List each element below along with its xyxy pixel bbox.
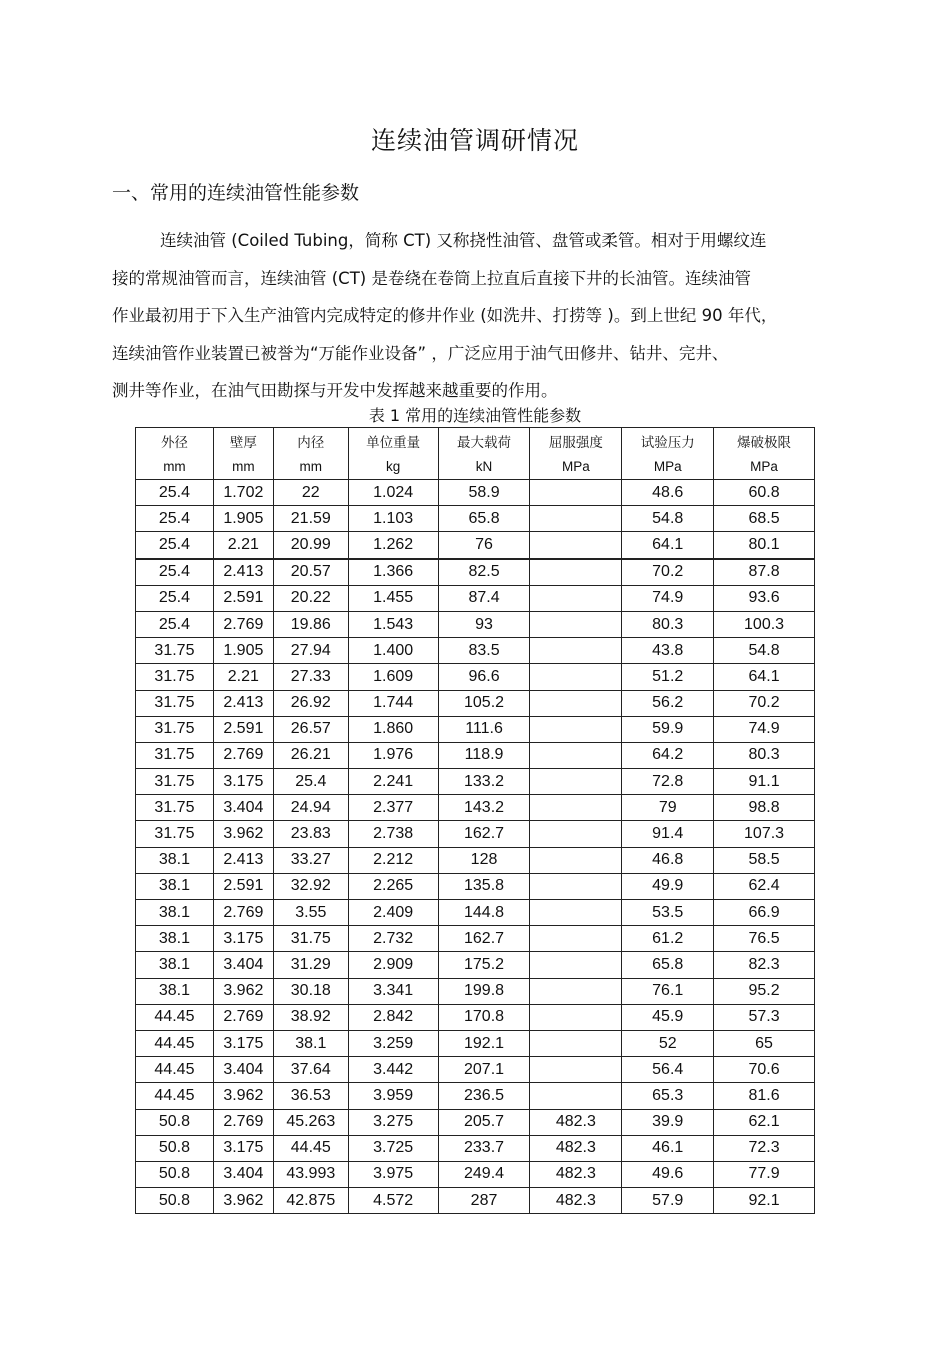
table-cell (530, 1030, 622, 1056)
table-cell: 91.4 (622, 821, 714, 847)
column-unit: MPa (530, 453, 622, 480)
table-cell: 45.9 (622, 1004, 714, 1030)
table-row (136, 506, 815, 532)
table-cell (530, 821, 622, 847)
table-cell: 38.1 (136, 978, 214, 1004)
table-cell: 20.57 (273, 559, 348, 586)
table-cell: 3.175 (213, 926, 273, 952)
table-cell: 2.769 (213, 900, 273, 926)
table-cell: 1.976 (348, 742, 438, 768)
table-cell (530, 664, 622, 690)
column-header: 内径 (273, 428, 348, 454)
table-cell: 57.3 (714, 1004, 815, 1030)
table-cell: 26.57 (273, 716, 348, 742)
document-title: 连续油管调研情况 (370, 126, 579, 155)
table-cell: 83.5 (438, 638, 530, 664)
table-cell: 98.8 (714, 795, 815, 821)
table-cell: 43.8 (622, 638, 714, 664)
table-row (136, 1030, 815, 1056)
table-cell: 32.92 (273, 873, 348, 899)
table-cell: 44.45 (136, 1030, 214, 1056)
table-cell: 1.024 (348, 480, 438, 506)
table-cell: 44.45 (136, 1083, 214, 1109)
table-cell: 72.8 (622, 769, 714, 795)
table-cell: 162.7 (438, 821, 530, 847)
table-cell: 2.21 (213, 664, 273, 690)
table-cell: 31.75 (136, 742, 214, 768)
table-cell: 2.591 (213, 873, 273, 899)
table-cell: 31.75 (136, 690, 214, 716)
column-header: 最大载荷 (438, 428, 530, 454)
table-cell: 236.5 (438, 1083, 530, 1109)
column-header: 壁厚 (213, 428, 273, 454)
table-cell: 64.2 (622, 742, 714, 768)
table-cell: 46.8 (622, 847, 714, 873)
table-cell: 48.6 (622, 480, 714, 506)
column-header: 试验压力 (622, 428, 714, 454)
table-cell: 25.4 (136, 532, 214, 559)
table-cell: 2.769 (213, 742, 273, 768)
table-cell: 92.1 (714, 1188, 815, 1214)
table-cell: 2.265 (348, 873, 438, 899)
table-cell: 31.75 (136, 795, 214, 821)
table-cell (530, 742, 622, 768)
table-caption: 表 1 常用的连续油管性能参数 (368, 406, 582, 425)
table-row (136, 1135, 815, 1161)
intro-paragraph (112, 222, 838, 410)
column-unit: MPa (714, 453, 815, 480)
table-cell: 3.259 (348, 1030, 438, 1056)
table-cell: 105.2 (438, 690, 530, 716)
table-cell: 2.591 (213, 585, 273, 611)
table-cell: 44.45 (273, 1135, 348, 1161)
table-cell: 58.5 (714, 847, 815, 873)
table-cell: 2.413 (213, 847, 273, 873)
table-cell (530, 559, 622, 586)
table-cell: 80.3 (714, 742, 815, 768)
table-cell: 68.5 (714, 506, 815, 532)
table-cell: 3.404 (213, 952, 273, 978)
table-cell: 91.1 (714, 769, 815, 795)
table-cell: 3.725 (348, 1135, 438, 1161)
table-row (136, 952, 815, 978)
table-cell: 2.21 (213, 532, 273, 559)
table-cell: 30.18 (273, 978, 348, 1004)
table-cell: 93 (438, 611, 530, 637)
table-cell: 64.1 (714, 664, 815, 690)
table-cell (530, 769, 622, 795)
table-cell: 38.1 (273, 1030, 348, 1056)
table-cell: 482.3 (530, 1135, 622, 1161)
table-cell: 36.53 (273, 1083, 348, 1109)
table-cell: 1.543 (348, 611, 438, 637)
table-row (136, 1004, 815, 1030)
table-cell: 25.4 (136, 611, 214, 637)
table-cell: 2.413 (213, 690, 273, 716)
table-cell: 81.6 (714, 1083, 815, 1109)
table-row (136, 611, 815, 637)
table-cell: 27.94 (273, 638, 348, 664)
table-cell: 38.1 (136, 873, 214, 899)
table-cell: 2.591 (213, 716, 273, 742)
table-cell: 1.455 (348, 585, 438, 611)
table-cell: 70.2 (714, 690, 815, 716)
table-cell: 205.7 (438, 1109, 530, 1135)
table-cell: 42.875 (273, 1188, 348, 1214)
table-cell: 2.769 (213, 611, 273, 637)
table-cell: 143.2 (438, 795, 530, 821)
table-row (136, 559, 815, 586)
table-cell: 87.8 (714, 559, 815, 586)
column-unit: mm (136, 453, 214, 480)
table-cell: 3.341 (348, 978, 438, 1004)
table-cell: 54.8 (622, 506, 714, 532)
table-cell: 43.993 (273, 1161, 348, 1187)
table-row (136, 532, 815, 559)
table-cell: 57.9 (622, 1188, 714, 1214)
table-cell: 62.1 (714, 1109, 815, 1135)
table-cell: 100.3 (714, 611, 815, 637)
table-row (136, 1083, 815, 1109)
column-header: 爆破极限 (714, 428, 815, 454)
table-cell: 27.33 (273, 664, 348, 690)
table-cell: 1.905 (213, 638, 273, 664)
table-cell: 53.5 (622, 900, 714, 926)
table-cell: 170.8 (438, 1004, 530, 1030)
table-cell: 50.8 (136, 1135, 214, 1161)
table-cell: 58.9 (438, 480, 530, 506)
table-cell: 70.2 (622, 559, 714, 586)
table-cell: 31.75 (273, 926, 348, 952)
table-cell: 25.4 (136, 480, 214, 506)
table-cell: 2.842 (348, 1004, 438, 1030)
table-cell: 50.8 (136, 1109, 214, 1135)
table-cell: 118.9 (438, 742, 530, 768)
table-cell: 54.8 (714, 638, 815, 664)
table-cell: 50.8 (136, 1161, 214, 1187)
table-row (136, 664, 815, 690)
table-cell: 50.8 (136, 1188, 214, 1214)
table-cell: 2.769 (213, 1004, 273, 1030)
column-header: 单位重量 (348, 428, 438, 454)
column-header: 外径 (136, 428, 214, 454)
table-cell: 144.8 (438, 900, 530, 926)
column-unit: MPa (622, 453, 714, 480)
table-row (136, 873, 815, 899)
table-cell: 1.702 (213, 480, 273, 506)
table-cell: 2.732 (348, 926, 438, 952)
table-cell: 3.404 (213, 1057, 273, 1083)
table-cell: 31.75 (136, 769, 214, 795)
table-cell: 38.1 (136, 847, 214, 873)
table-cell: 207.1 (438, 1057, 530, 1083)
table-cell (530, 532, 622, 559)
table-cell: 25.4 (136, 585, 214, 611)
table-cell: 96.6 (438, 664, 530, 690)
table-cell: 44.45 (136, 1057, 214, 1083)
table-cell (530, 611, 622, 637)
column-unit: mm (273, 453, 348, 480)
table-cell: 31.75 (136, 821, 214, 847)
table-cell: 23.83 (273, 821, 348, 847)
table-cell: 482.3 (530, 1161, 622, 1187)
paragraph-line: 连续油管 (Coiled Tubing，简称 CT) 又称挠性油管、盘管或柔管。相对于用螺纹连 (160, 231, 767, 250)
table-cell: 2.377 (348, 795, 438, 821)
table-cell: 3.975 (348, 1161, 438, 1187)
table-cell: 72.3 (714, 1135, 815, 1161)
table-cell: 287 (438, 1188, 530, 1214)
table-cell: 3.175 (213, 1030, 273, 1056)
table-cell: 1.905 (213, 506, 273, 532)
table-cell: 25.4 (136, 506, 214, 532)
table-cell: 482.3 (530, 1109, 622, 1135)
table-cell: 2.212 (348, 847, 438, 873)
table-cell: 2.241 (348, 769, 438, 795)
table-cell: 66.9 (714, 900, 815, 926)
table-cell (530, 1004, 622, 1030)
table-row (136, 1109, 815, 1135)
table-row (136, 1057, 815, 1083)
table-cell: 80.3 (622, 611, 714, 637)
table-cell: 3.962 (213, 1188, 273, 1214)
table-row (136, 978, 815, 1004)
table-cell (530, 900, 622, 926)
table-cell: 61.2 (622, 926, 714, 952)
table-cell: 49.6 (622, 1161, 714, 1187)
paragraph-line: 测井等作业，在油气田勘探与开发中发挥越来越重要的作用。 (112, 381, 558, 400)
table-cell: 77.9 (714, 1161, 815, 1187)
table-cell: 2.738 (348, 821, 438, 847)
table-row (136, 638, 815, 664)
table-cell: 19.86 (273, 611, 348, 637)
table-cell: 3.442 (348, 1057, 438, 1083)
table-cell: 3.962 (213, 1083, 273, 1109)
table-cell: 65.3 (622, 1083, 714, 1109)
table-cell: 25.4 (136, 559, 214, 586)
table-cell: 3.962 (213, 978, 273, 1004)
table-cell: 82.3 (714, 952, 815, 978)
table-cell: 38.1 (136, 952, 214, 978)
table-cell (530, 1083, 622, 1109)
table-cell: 3.55 (273, 900, 348, 926)
table-cell: 482.3 (530, 1188, 622, 1214)
table-cell: 25.4 (273, 769, 348, 795)
tubing-parameters-table (135, 427, 815, 1214)
table-cell: 3.404 (213, 795, 273, 821)
table-cell (530, 847, 622, 873)
table-cell: 44.45 (136, 1004, 214, 1030)
table-cell: 21.59 (273, 506, 348, 532)
table-cell: 4.572 (348, 1188, 438, 1214)
table-row (136, 769, 815, 795)
table-cell: 79 (622, 795, 714, 821)
table-cell: 249.4 (438, 1161, 530, 1187)
table-cell (530, 795, 622, 821)
table-cell (530, 690, 622, 716)
table-cell: 38.1 (136, 926, 214, 952)
table-cell: 76.1 (622, 978, 714, 1004)
table-cell (530, 926, 622, 952)
table-cell: 1.744 (348, 690, 438, 716)
table-cell: 1.262 (348, 532, 438, 559)
table-cell: 26.92 (273, 690, 348, 716)
table-cell (530, 952, 622, 978)
table-cell (530, 480, 622, 506)
table-cell: 31.75 (136, 638, 214, 664)
paragraph-line: 作业最初用于下入生产油管内完成特定的修井作业 (如洗井、打捞等 )。到上世纪 90 年代， (112, 306, 778, 325)
table-cell: 65.8 (622, 952, 714, 978)
table-cell: 24.94 (273, 795, 348, 821)
table-cell: 192.1 (438, 1030, 530, 1056)
table-row (136, 690, 815, 716)
table-cell (530, 638, 622, 664)
paragraph-line: 连续油管作业装置已被誉为“万能作业设备” ，广泛应用于油气田修井、钻井、完井、 (112, 343, 729, 363)
table-cell: 233.7 (438, 1135, 530, 1161)
table-cell: 59.9 (622, 716, 714, 742)
table-cell: 31.75 (136, 716, 214, 742)
table-cell (530, 716, 622, 742)
table-cell (530, 978, 622, 1004)
table-cell: 1.860 (348, 716, 438, 742)
table-cell: 74.9 (622, 585, 714, 611)
table-row (136, 480, 815, 506)
table-cell: 2.413 (213, 559, 273, 586)
column-unit: mm (213, 453, 273, 480)
table-cell (530, 1057, 622, 1083)
table-cell: 1.103 (348, 506, 438, 532)
column-unit: kN (438, 453, 530, 480)
table-cell: 2.909 (348, 952, 438, 978)
table-cell: 31.75 (136, 664, 214, 690)
table-cell: 162.7 (438, 926, 530, 952)
table-cell: 111.6 (438, 716, 530, 742)
table-cell: 1.366 (348, 559, 438, 586)
table-cell: 38.1 (136, 900, 214, 926)
table-cell (530, 873, 622, 899)
table-cell: 3.962 (213, 821, 273, 847)
table-cell: 51.2 (622, 664, 714, 690)
table-cell: 133.2 (438, 769, 530, 795)
table-cell: 3.175 (213, 1135, 273, 1161)
table-cell: 39.9 (622, 1109, 714, 1135)
table-row (136, 716, 815, 742)
table-body (136, 480, 815, 1214)
table-cell: 3.959 (348, 1083, 438, 1109)
table-cell: 38.92 (273, 1004, 348, 1030)
table-cell: 37.64 (273, 1057, 348, 1083)
table-cell: 74.9 (714, 716, 815, 742)
table-cell: 76.5 (714, 926, 815, 952)
table-cell: 46.1 (622, 1135, 714, 1161)
table-cell: 49.9 (622, 873, 714, 899)
table-cell: 107.3 (714, 821, 815, 847)
table-cell: 93.6 (714, 585, 815, 611)
table-cell: 87.4 (438, 585, 530, 611)
table-cell: 20.22 (273, 585, 348, 611)
table-cell: 62.4 (714, 873, 815, 899)
table-cell: 199.8 (438, 978, 530, 1004)
table-cell: 56.4 (622, 1057, 714, 1083)
column-header: 屈服强度 (530, 428, 622, 454)
table-cell: 82.5 (438, 559, 530, 586)
table-cell: 65 (714, 1030, 815, 1056)
table-cell: 26.21 (273, 742, 348, 768)
table-row (136, 821, 815, 847)
table-cell: 2.409 (348, 900, 438, 926)
table-cell: 31.29 (273, 952, 348, 978)
table-row (136, 795, 815, 821)
header-row (136, 428, 815, 454)
column-unit: kg (348, 453, 438, 480)
table-row (136, 1161, 815, 1187)
table-row (136, 585, 815, 611)
table-cell: 76 (438, 532, 530, 559)
table-cell: 70.6 (714, 1057, 815, 1083)
table-row (136, 900, 815, 926)
table-cell: 65.8 (438, 506, 530, 532)
table-cell: 60.8 (714, 480, 815, 506)
table-cell: 45.263 (273, 1109, 348, 1135)
table-row (136, 926, 815, 952)
table-cell: 175.2 (438, 952, 530, 978)
table-cell: 80.1 (714, 532, 815, 559)
table-cell: 22 (273, 480, 348, 506)
table-cell: 33.27 (273, 847, 348, 873)
table-cell: 1.609 (348, 664, 438, 690)
table-row (136, 1188, 815, 1214)
units-row (136, 453, 815, 480)
table-cell: 64.1 (622, 532, 714, 559)
table-cell: 1.400 (348, 638, 438, 664)
section-heading: 一、常用的连续油管性能参数 (112, 182, 360, 204)
table-cell: 2.769 (213, 1109, 273, 1135)
table-cell: 3.275 (348, 1109, 438, 1135)
table-cell (530, 506, 622, 532)
table-row (136, 847, 815, 873)
table-cell: 20.99 (273, 532, 348, 559)
paragraph-line: 接的常规油管而言，连续油管 (CT) 是卷绕在卷筒上拉直后直接下井的长油管。连续油管 (112, 268, 751, 288)
table-cell: 3.175 (213, 769, 273, 795)
table-cell: 3.404 (213, 1161, 273, 1187)
table-cell: 56.2 (622, 690, 714, 716)
table-cell: 135.8 (438, 873, 530, 899)
table-cell: 52 (622, 1030, 714, 1056)
table-row (136, 742, 815, 768)
table-cell: 128 (438, 847, 530, 873)
table-cell (530, 585, 622, 611)
table-cell: 95.2 (714, 978, 815, 1004)
